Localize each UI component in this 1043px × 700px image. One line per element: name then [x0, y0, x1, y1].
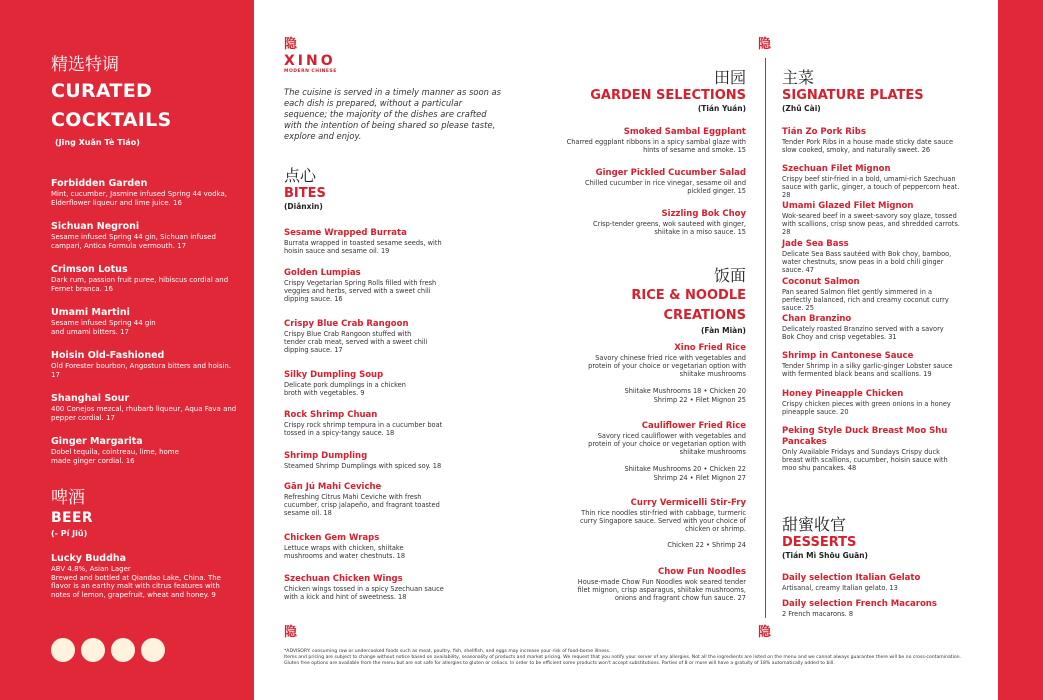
dish-name: Sesame Wrapped Burrata	[284, 228, 407, 238]
cocktail-name: Ginger Margarita	[51, 436, 143, 447]
cocktails-pinyin: (Jīng Xuǎn Tè Tiáo)	[55, 138, 140, 147]
signature-item	[782, 351, 967, 378]
dish-name: Golden Lumpias	[284, 268, 361, 278]
rice-item	[576, 421, 746, 483]
signature-item	[782, 127, 957, 154]
signature-item	[782, 239, 964, 275]
dish-desc: House-made Chow Fun Noodles wok seared tender filet mignon, crisp asparagus, shiitake mushrooms, onions and fragrant chow fun sauce. 27	[577, 578, 746, 603]
cocktail-name: Forbidden Garden	[51, 178, 148, 189]
bites-item	[284, 451, 484, 470]
bites-item	[284, 370, 414, 397]
signature-zh-title: 主菜	[782, 68, 815, 87]
dish-desc: Artisanal, creamy Italian gelato. 13	[782, 584, 898, 592]
bites-title: BITES	[284, 186, 326, 201]
bites-item	[284, 533, 444, 560]
dish-desc: Crispy Vegetarian Spring Rolls filled with fresh veggies and herbs, served with a sweet chili dipping sauce. 16	[284, 279, 437, 304]
disclaimer-line: Gluten free options are available from the menu but are not safe for allergies to gluten or celiacs. In order to be efficient some products won't accept substitutions. Parties of 8 or more will have a gratuity of 18% automatically added to bill.	[284, 661, 835, 666]
cocktail-name: Umami Martini	[51, 307, 130, 318]
garden-pinyin: (Tián Yuán)	[697, 104, 746, 113]
dish-price-options: Shiitake Mushrooms 20 • Chicken 22	[624, 464, 746, 473]
dish-name: Silky Dumpling Soup	[284, 370, 384, 380]
dish-desc: Tender Pork Ribs in a house made sticky date sauce slow cooked, smoky, and naturally sweet. 26	[782, 138, 954, 155]
bites-zh-title: 点心	[284, 166, 317, 185]
dish-price-options: Shrimp 24 • Filet Mignon 27	[653, 473, 746, 482]
garden-item	[566, 168, 746, 195]
desserts-title: DESSERTS	[782, 535, 857, 550]
signature-item	[782, 426, 987, 473]
dish-desc: Charred eggplant ribbons in a spicy sambal glaze with hints of sesame and smoke. 15	[566, 138, 746, 155]
cocktails-title-line1: CURATED	[51, 80, 153, 102]
decorative-dot-4	[141, 638, 165, 662]
decorative-dot-2	[81, 638, 105, 662]
rice-zh-title: 饭面	[713, 266, 746, 285]
cocktail-desc: Dobel tequila, cointreau, lime, home made ginger cordial. 16	[51, 448, 179, 465]
cocktail-desc: Mint, cucumber, Jasmine infused Spring 44 vodka, Elderflower liqueur and lime juice. 16	[51, 190, 227, 207]
dish-desc: Crispy Blue Crab Rangoon stuffed with tender crab meat, served with a sweet chili dipping sauce. 17	[284, 330, 428, 355]
dish-name: Daily selection French Macarons	[782, 599, 937, 609]
dish-name: Honey Pineapple Chicken	[782, 389, 904, 399]
bites-pinyin: (Diǎnxin)	[284, 202, 323, 211]
cocktail-item	[51, 436, 191, 465]
cocktail-desc: Sesame infused Spring 44 gin and umami bitters. 17	[51, 319, 156, 336]
cocktail-desc: Old Forester bourbon, Angostura bitters and hoisin. 17	[51, 362, 232, 379]
cocktail-desc: Sesame infused Spring 44 gin, Sichuan infused campari, Antica Formula vermouth. 17	[51, 233, 216, 250]
dish-desc: Crispy beef stir-fried in a bold, umami-rich Szechuan sauce with garlic, ginger, a touch of peppercorn heat. 28	[782, 175, 960, 200]
column-divider	[765, 58, 766, 618]
bites-item	[284, 319, 434, 355]
signature-header	[782, 68, 924, 114]
bites-item	[284, 482, 452, 518]
intro-text: The cuisine is served in a timely manner as soon as each dish is prepared, without a particular sequence; the majority of the dishes are crafted with the intention of being shared so please taste, explore and enjoy.	[284, 87, 502, 141]
garden-title: GARDEN SELECTIONS	[590, 88, 746, 103]
dish-name: Jade Sea Bass	[782, 239, 849, 249]
desserts-pinyin: (Tián Mì Shōu Guān)	[782, 551, 868, 560]
cocktails-zh-title: 精选特调	[51, 55, 119, 75]
dish-name: Tián Zo Pork Ribs	[782, 127, 866, 137]
dish-name: Gān Jú Mahi Ceviche	[284, 482, 382, 492]
seal-icon-top-left: 隐	[284, 37, 298, 52]
cocktail-item	[51, 393, 241, 422]
beer-pinyin: (- Pí Jiǔ)	[51, 529, 88, 538]
dish-desc: 2 French macarons. 8	[782, 610, 854, 618]
seal-icon-bottom-left: 隐	[284, 625, 298, 640]
dish-price-options: Shiitake Mushrooms 18 • Chicken 20	[624, 386, 746, 395]
dish-name: Sizzling Bok Choy	[661, 209, 746, 219]
right-red-margin	[998, 0, 1043, 700]
dish-name: Shrimp Dumpling	[284, 451, 368, 461]
dish-desc: Tender Shrimp in a silky garlic-ginger Lobster sauce with fermented black beans and scallions. 19	[782, 362, 953, 379]
signature-item	[782, 164, 962, 200]
garden-zh-title: 田园	[713, 68, 746, 87]
dish-desc: Savory riced cauliflower with vegetables and protein of your choice or vegetarian option with shiitake mushrooms	[588, 432, 746, 457]
beer-abv: ABV 4.8%, Asian Lager	[51, 565, 131, 573]
signature-item	[782, 277, 962, 313]
seal-icon-bottom-right: 隐	[758, 625, 772, 640]
dish-desc: Crisp-tender greens, wok sauteed with ginger, shiitake in a miso sauce. 15	[593, 220, 746, 237]
rice-item	[566, 567, 746, 603]
dish-desc: Delicate pork dumplings in a chicken broth with vegetables. 9	[284, 381, 406, 398]
dish-desc: Thin rice noodles stir-fried with cabbage, turmeric curry Singapore sauce. Served with your choice of chicken or shrimp.	[579, 509, 746, 534]
dish-desc: Delicately roasted Branzino served with a savory Bok Choy and crisp vegetables. 31	[782, 325, 944, 342]
disclaimer-line: Items and pricing are subject to change without notice based on availability, seasonality of products and market pricing. We request that you notify your server of any allergies. Not all the ingredients are listed on the menu and we cannot always guarantee there will be no cross-contamination.	[284, 655, 962, 660]
desserts-header	[782, 515, 868, 561]
beer-title: BEER	[51, 510, 93, 526]
cocktail-item	[51, 178, 241, 207]
bites-item	[284, 228, 454, 255]
dish-desc: Crispy chicken pieces with green onions in a honey pineapple sauce. 20	[782, 400, 951, 417]
signature-item	[782, 201, 962, 237]
beer-zh-title: 啤酒	[51, 488, 85, 508]
cocktail-desc: Dark rum, passion fruit puree, hibiscus cordial and Fernet branca. 16	[51, 276, 229, 293]
dish-desc: Pan seared Salmon filet gently simmered in a perfectly balanced, rich and creamy coconut curry sauce. 25	[782, 288, 949, 313]
dish-name: Umami Glazed Filet Mignon	[782, 201, 914, 211]
dish-name: Peking Style Duck Breast Moo Shu Pancakes	[782, 426, 948, 447]
beer-desc: Brewed and bottled at Qiandao Lake, China. The flavor is an earthy malt with citrus features with notes of lemon, grapefruit, wheat and honey. 9	[51, 573, 221, 599]
bites-item	[284, 410, 454, 437]
dish-price-options: Shrimp 22 • Filet Mignon 25	[653, 395, 746, 404]
signature-title: SIGNATURE PLATES	[782, 88, 924, 103]
dish-desc: Crispy rock shrimp tempura in a cucumber boat tossed in a spicy-tangy sauce. 18	[284, 421, 443, 438]
desserts-item	[782, 599, 972, 618]
decorative-dot-3	[111, 638, 135, 662]
cocktails-title-line2: COCKTAILS	[51, 109, 172, 131]
brand-tagline: MODERN CHINESE	[284, 69, 337, 74]
rice-item	[566, 498, 746, 550]
cocktail-item	[51, 307, 171, 336]
dish-name: Curry Vermicelli Stir-Fry	[630, 498, 746, 508]
beer-item	[51, 553, 236, 599]
dish-desc: Savory chinese fried rice with vegetables and protein of your choice or vegetarian option with shiitake mushrooms	[588, 354, 746, 379]
dish-desc: Burrata wrapped in toasted sesame seeds, with hoisin sauce and sesame oil. 19	[284, 239, 442, 256]
advisory-line: *ADVISORY: consuming raw or undercooked foods such as meat, poultry, fish, shellfish, and eggs may increase your risk of food-borne illness.	[284, 649, 611, 654]
dish-name: Cauliflower Fried Rice	[641, 421, 746, 431]
dish-name: Shrimp in Cantonese Sauce	[782, 351, 914, 361]
dish-desc: Steamed Shrimp Dumplings with spiced soy. 18	[284, 462, 442, 470]
dish-desc: Lettuce wraps with chicken, shiitake mushrooms and water chestnuts. 18	[284, 544, 406, 561]
dish-name: Ginger Pickled Cucumber Salad	[595, 168, 746, 178]
dish-price-options: Chicken 22 • Shrimp 24	[667, 540, 746, 549]
cocktail-name: Shanghai Sour	[51, 393, 130, 404]
dish-name: Rock Shrimp Chuan	[284, 410, 378, 420]
dish-desc: Chilled cucumber in rice vinegar, sesame oil and pickled ginger. 15	[585, 179, 746, 196]
cocktail-item	[51, 350, 241, 379]
cocktail-desc: 400 Conejos mezcal, rhubarb liqueur, Aqua Fava and pepper cordial. 17	[51, 405, 237, 422]
garden-item	[576, 209, 746, 236]
brand-logo: XINO	[284, 53, 336, 69]
dish-desc: Wok-seared beef in a sweet-savory soy glaze, tossed with scallions, crisp snow peas, and shredded carrots. 28	[782, 212, 960, 237]
desserts-item	[782, 573, 972, 592]
cocktail-item	[51, 264, 241, 293]
dish-name: Szechuan Filet Mignon	[782, 164, 891, 174]
dish-desc: Chicken wings tossed in a spicy Szechuan sauce with a kick and hint of sweetness. 18	[284, 585, 444, 602]
footer-advisory	[284, 649, 984, 667]
dish-name: Smoked Sambal Eggplant	[623, 127, 746, 137]
beer-name: Lucky Buddha	[51, 553, 127, 564]
dish-name: Xino Fried Rice	[674, 343, 746, 353]
cocktail-item	[51, 221, 241, 250]
bites-item	[284, 268, 449, 304]
rice-header	[546, 266, 746, 336]
cocktail-name: Hoisin Old-Fashioned	[51, 350, 165, 361]
dish-name: Coconut Salmon	[782, 277, 860, 287]
rice-item	[576, 343, 746, 405]
dish-name: Chan Branzino	[782, 314, 852, 324]
dish-desc: Only Available Fridays and Sundays Crispy duck breast with scallions, cucumber, hoisin sauce with moo shu pancakes. 48	[782, 448, 948, 473]
rice-title-line2: CREATIONS	[663, 308, 746, 323]
rice-title-line1: RICE & NOODLE	[631, 288, 746, 303]
signature-pinyin: (Zhǔ Cài)	[782, 104, 821, 113]
cocktail-name: Crimson Lotus	[51, 264, 128, 275]
dish-name: Chicken Gem Wraps	[284, 533, 380, 543]
dish-name: Daily selection Italian Gelato	[782, 573, 921, 583]
dish-name: Chow Fun Noodles	[657, 567, 746, 577]
cocktail-name: Sichuan Negroni	[51, 221, 140, 232]
signature-item	[782, 389, 962, 416]
bites-header	[284, 166, 326, 212]
signature-item	[782, 314, 957, 341]
dish-name: Szechuan Chicken Wings	[284, 574, 403, 584]
dish-desc: Delicate Sea Bass sautéed with Bok choy, bamboo, water chestnuts, snow peas in a bold chili ginger sauce. 47	[782, 250, 952, 275]
dish-name: Crispy Blue Crab Rangoon	[284, 319, 409, 329]
cocktails-panel	[0, 0, 254, 700]
rice-pinyin: (Fàn Miàn)	[701, 326, 746, 335]
seal-icon-top-right: 隐	[758, 37, 772, 52]
garden-header	[546, 68, 746, 114]
menu-page	[254, 0, 998, 700]
garden-item	[566, 127, 746, 154]
desserts-zh-title: 甜蜜收官	[782, 515, 847, 534]
decorative-dot-1	[51, 638, 75, 662]
bites-item	[284, 574, 456, 601]
dish-desc: Refreshing Citrus Mahi Ceviche with fresh cucumber, crisp jalapeño, and fragrant toasted sesame oil. 18	[284, 493, 440, 518]
